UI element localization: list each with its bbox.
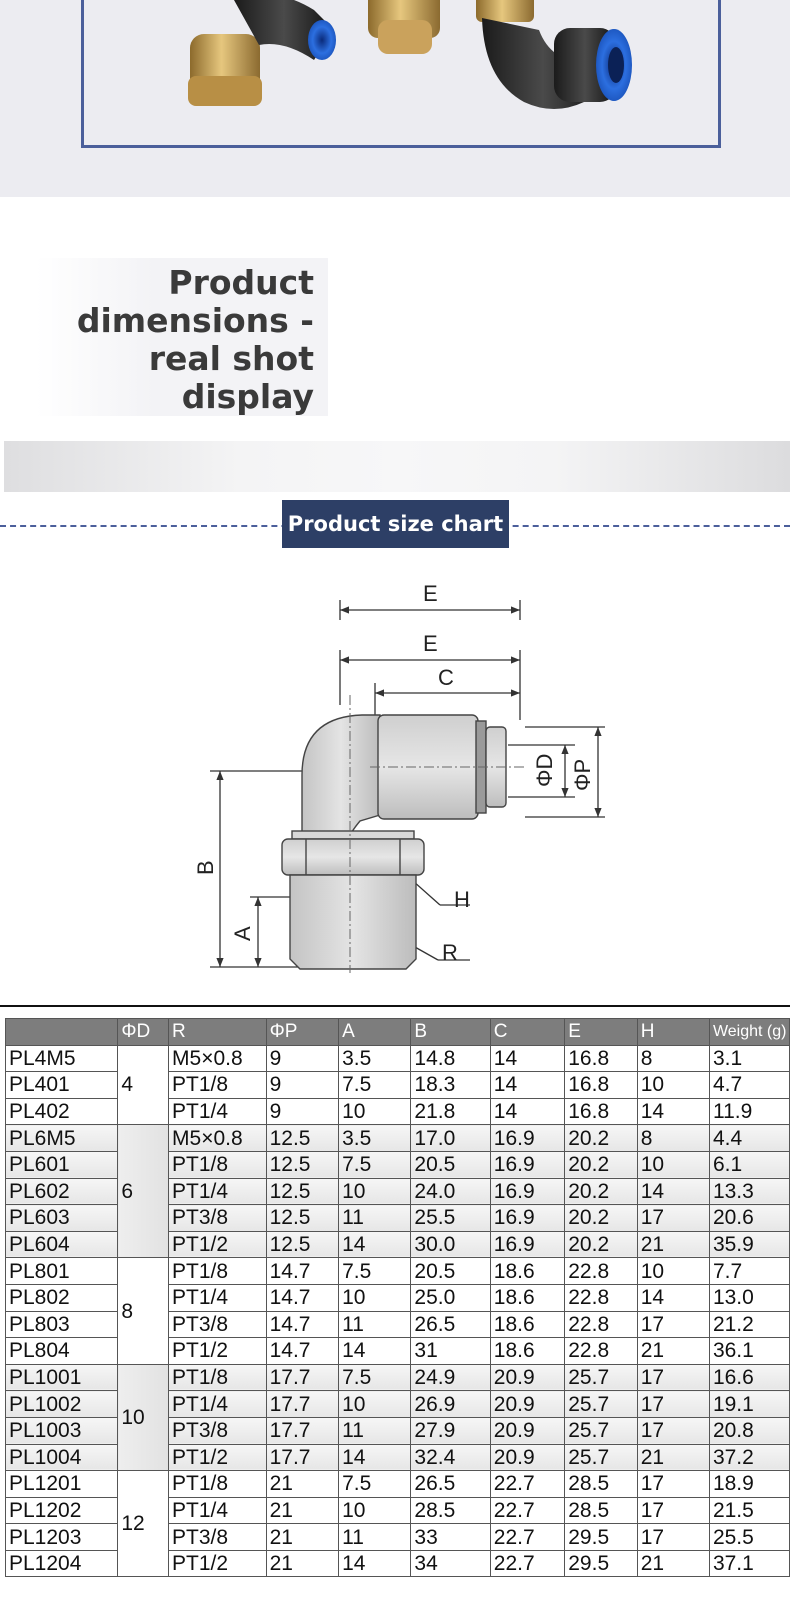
table-cell: 17 — [637, 1497, 709, 1524]
table-cell: 20.9 — [490, 1391, 564, 1418]
table-header-cell: H — [637, 1019, 709, 1046]
table-cell: 18.6 — [490, 1258, 564, 1285]
table-cell: PT1/8 — [169, 1258, 267, 1285]
table-cell: 24.0 — [411, 1178, 490, 1205]
table-cell: 9 — [266, 1045, 339, 1072]
table-cell: 19.1 — [709, 1391, 789, 1418]
table-cell: 25.5 — [709, 1524, 789, 1551]
table-cell: 16.8 — [565, 1098, 638, 1125]
model-cell: PL4M5 — [6, 1045, 118, 1072]
table-cell: 8 — [637, 1045, 709, 1072]
table-cell: 3.5 — [339, 1125, 411, 1152]
table-cell: 37.1 — [709, 1550, 789, 1577]
table-cell: 20.6 — [709, 1205, 789, 1232]
table-cell: 3.1 — [709, 1045, 789, 1072]
table-cell: 21 — [637, 1231, 709, 1258]
table-cell: 7.7 — [709, 1258, 789, 1285]
model-cell: PL1202 — [6, 1497, 118, 1524]
dimension-drawing — [180, 575, 620, 975]
table-cell: 10 — [339, 1178, 411, 1205]
table-cell: 13.3 — [709, 1178, 789, 1205]
table-header-cell: E — [565, 1019, 638, 1046]
table-cell: 11 — [339, 1205, 411, 1232]
table-cell: 34 — [411, 1550, 490, 1577]
table-cell: PT1/4 — [169, 1284, 267, 1311]
table-cell: 12.5 — [266, 1151, 339, 1178]
table-cell: 22.7 — [490, 1550, 564, 1577]
table-cell: 20.2 — [565, 1125, 638, 1152]
model-cell: PL802 — [6, 1284, 118, 1311]
table-header-cell: ΦP — [266, 1019, 339, 1046]
size-table — [5, 1018, 790, 1577]
model-cell: PL603 — [6, 1205, 118, 1232]
model-cell: PL1002 — [6, 1391, 118, 1418]
fitting-2 — [368, 0, 440, 54]
fittings-photo — [84, 0, 721, 148]
table-row — [6, 1045, 790, 1072]
table-cell: 8 — [637, 1125, 709, 1152]
table-cell: 16.9 — [490, 1151, 564, 1178]
table-cell: 20.9 — [490, 1364, 564, 1391]
model-cell: PL801 — [6, 1258, 118, 1285]
table-cell: PT1/8 — [169, 1471, 267, 1498]
table-cell: 21.2 — [709, 1311, 789, 1338]
table-cell: 17 — [637, 1524, 709, 1551]
table-cell: 20.2 — [565, 1205, 638, 1232]
table-cell: 10 — [637, 1258, 709, 1285]
table-header-cell: Weight (g) — [709, 1019, 789, 1046]
table-cell: 17 — [637, 1205, 709, 1232]
table-cell: PT1/8 — [169, 1151, 267, 1178]
table-cell: 16.9 — [490, 1125, 564, 1152]
model-cell: PL604 — [6, 1231, 118, 1258]
table-cell: 33 — [411, 1524, 490, 1551]
table-cell: 10 — [339, 1098, 411, 1125]
table-cell: 21 — [637, 1550, 709, 1577]
model-cell: PL602 — [6, 1178, 118, 1205]
table-cell: 3.5 — [339, 1045, 411, 1072]
table-cell: 4.4 — [709, 1125, 789, 1152]
table-header-cell: R — [169, 1019, 267, 1046]
label-a: A — [230, 926, 255, 941]
table-cell: 18.6 — [490, 1338, 564, 1365]
table-cell: 12.5 — [266, 1178, 339, 1205]
table-cell: 20.9 — [490, 1444, 564, 1471]
table-cell: 7.5 — [339, 1072, 411, 1099]
table-cell: 13.0 — [709, 1284, 789, 1311]
table-cell: 14.7 — [266, 1284, 339, 1311]
table-cell: 22.8 — [565, 1284, 638, 1311]
table-cell: 36.1 — [709, 1338, 789, 1365]
table-cell: 16.9 — [490, 1205, 564, 1232]
table-cell: 14 — [637, 1098, 709, 1125]
section-heading: Product dimensions - real shot display — [76, 263, 314, 416]
section-heading-box — [36, 258, 328, 416]
table-cell: 26.9 — [411, 1391, 490, 1418]
table-cell: 21 — [637, 1338, 709, 1365]
table-cell: 14.7 — [266, 1258, 339, 1285]
table-cell: 7.5 — [339, 1471, 411, 1498]
table-cell: 9 — [266, 1072, 339, 1099]
table-cell: 10 — [339, 1391, 411, 1418]
table-cell: 25.5 — [411, 1205, 490, 1232]
table-cell: 25.7 — [565, 1391, 638, 1418]
table-cell: 16.9 — [490, 1231, 564, 1258]
diameter-cell: 4 — [118, 1045, 169, 1125]
table-cell: 11 — [339, 1311, 411, 1338]
table-cell: 16.6 — [709, 1364, 789, 1391]
table-cell: 17.7 — [266, 1444, 339, 1471]
table-cell: PT3/8 — [169, 1205, 267, 1232]
table-cell: PT1/4 — [169, 1098, 267, 1125]
table-cell: 11 — [339, 1417, 411, 1444]
table-cell: 17.0 — [411, 1125, 490, 1152]
table-cell: 18.6 — [490, 1311, 564, 1338]
table-cell: 32.4 — [411, 1444, 490, 1471]
table-cell: 28.5 — [565, 1497, 638, 1524]
table-cell: 20.8 — [709, 1417, 789, 1444]
fitting-3 — [476, 0, 632, 109]
table-cell: 14.8 — [411, 1045, 490, 1072]
table-cell: 22.7 — [490, 1471, 564, 1498]
table-cell: 11 — [339, 1524, 411, 1551]
model-cell: PL601 — [6, 1151, 118, 1178]
table-cell: 17 — [637, 1311, 709, 1338]
table-cell: 37.2 — [709, 1444, 789, 1471]
table-cell: 17 — [637, 1364, 709, 1391]
fitting-1 — [188, 0, 336, 106]
table-cell: 12.5 — [266, 1205, 339, 1232]
table-cell: 14 — [339, 1338, 411, 1365]
table-top-rule — [0, 1005, 790, 1007]
table-cell: PT1/2 — [169, 1338, 267, 1365]
table-cell: 17 — [637, 1471, 709, 1498]
model-cell: PL1203 — [6, 1524, 118, 1551]
table-cell: 18.9 — [709, 1471, 789, 1498]
model-cell: PL1001 — [6, 1364, 118, 1391]
label-h: H — [454, 887, 470, 912]
table-cell: 14.7 — [266, 1338, 339, 1365]
table-cell: 20.9 — [490, 1417, 564, 1444]
table-cell: 9 — [266, 1098, 339, 1125]
label-e-top: E — [423, 581, 438, 606]
table-cell: 28.5 — [565, 1471, 638, 1498]
table-cell: PT1/8 — [169, 1072, 267, 1099]
table-header-cell: A — [339, 1019, 411, 1046]
model-cell: PL804 — [6, 1338, 118, 1365]
table-cell: 14 — [637, 1284, 709, 1311]
model-cell: PL401 — [6, 1072, 118, 1099]
table-cell: 14.7 — [266, 1311, 339, 1338]
table-cell: 11.9 — [709, 1098, 789, 1125]
product-photo-frame — [81, 0, 721, 148]
product-photo-band — [0, 0, 790, 197]
table-cell: 20.5 — [411, 1151, 490, 1178]
table-cell: 21 — [637, 1444, 709, 1471]
table-cell: PT1/2 — [169, 1444, 267, 1471]
fitting-outline — [282, 715, 506, 969]
table-cell: 12.5 — [266, 1125, 339, 1152]
table-cell: 10 — [637, 1151, 709, 1178]
table-cell: 18.6 — [490, 1284, 564, 1311]
table-cell: 4.7 — [709, 1072, 789, 1099]
table-cell: 35.9 — [709, 1231, 789, 1258]
table-cell: 22.8 — [565, 1311, 638, 1338]
diameter-cell: 8 — [118, 1258, 169, 1364]
table-cell: PT3/8 — [169, 1417, 267, 1444]
label-d: ΦD — [532, 753, 557, 787]
table-cell: 22.8 — [565, 1338, 638, 1365]
table-cell: PT1/2 — [169, 1550, 267, 1577]
table-cell: 7.5 — [339, 1364, 411, 1391]
table-cell: 31 — [411, 1338, 490, 1365]
table-cell: 26.5 — [411, 1311, 490, 1338]
table-cell: 21 — [266, 1497, 339, 1524]
table-cell: 14 — [490, 1072, 564, 1099]
table-cell: 22.8 — [565, 1258, 638, 1285]
table-body — [6, 1045, 790, 1577]
table-header-cell — [6, 1019, 118, 1046]
diameter-cell: 10 — [118, 1364, 169, 1470]
table-cell: 26.5 — [411, 1471, 490, 1498]
table-cell: 22.7 — [490, 1524, 564, 1551]
table-cell: 20.2 — [565, 1151, 638, 1178]
label-r: R — [442, 940, 458, 965]
label-b: B — [193, 860, 218, 875]
table-cell: 16.8 — [565, 1072, 638, 1099]
table-cell: M5×0.8 — [169, 1125, 267, 1152]
table-cell: PT1/4 — [169, 1391, 267, 1418]
table-cell: 25.7 — [565, 1364, 638, 1391]
label-p: ΦP — [570, 758, 595, 791]
table-cell: 21.8 — [411, 1098, 490, 1125]
table-cell: 16.8 — [565, 1045, 638, 1072]
model-cell: PL402 — [6, 1098, 118, 1125]
table-cell: 14 — [339, 1550, 411, 1577]
table-cell: 29.5 — [565, 1524, 638, 1551]
table-cell: PT1/2 — [169, 1231, 267, 1258]
table-cell: 10 — [339, 1284, 411, 1311]
model-cell: PL1003 — [6, 1417, 118, 1444]
table-cell: PT1/8 — [169, 1364, 267, 1391]
divider-bar — [4, 441, 790, 492]
table-cell: 22.7 — [490, 1497, 564, 1524]
table-row — [6, 1258, 790, 1285]
table-cell: PT3/8 — [169, 1524, 267, 1551]
table-header-cell: B — [411, 1019, 490, 1046]
table-cell: 7.5 — [339, 1258, 411, 1285]
table-cell: 20.2 — [565, 1178, 638, 1205]
size-chart-badge: Product size chart — [282, 500, 509, 548]
table-cell: 17.7 — [266, 1391, 339, 1418]
table-row — [6, 1364, 790, 1391]
table-cell: M5×0.8 — [169, 1045, 267, 1072]
table-cell: 20.5 — [411, 1258, 490, 1285]
table-cell: 25.7 — [565, 1417, 638, 1444]
model-cell: PL1201 — [6, 1471, 118, 1498]
table-cell: 21 — [266, 1471, 339, 1498]
table-cell: 14 — [339, 1444, 411, 1471]
model-cell: PL803 — [6, 1311, 118, 1338]
table-header-cell: ΦD — [118, 1019, 169, 1046]
table-cell: PT1/4 — [169, 1178, 267, 1205]
table-cell: 17.7 — [266, 1417, 339, 1444]
table-row — [6, 1125, 790, 1152]
table-cell: 30.0 — [411, 1231, 490, 1258]
table-cell: 14 — [339, 1231, 411, 1258]
table-cell: 7.5 — [339, 1151, 411, 1178]
table-cell: 21 — [266, 1550, 339, 1577]
table-cell: 20.2 — [565, 1231, 638, 1258]
diameter-cell: 12 — [118, 1471, 169, 1577]
table-cell: 6.1 — [709, 1151, 789, 1178]
model-cell: PL1004 — [6, 1444, 118, 1471]
table-cell: 17 — [637, 1417, 709, 1444]
table-cell: 10 — [637, 1072, 709, 1099]
table-header-cell: C — [490, 1019, 564, 1046]
table-cell: 25.7 — [565, 1444, 638, 1471]
table-cell: 21.5 — [709, 1497, 789, 1524]
table-cell: 12.5 — [266, 1231, 339, 1258]
table-cell: 14 — [490, 1098, 564, 1125]
table-cell: 14 — [637, 1178, 709, 1205]
label-e: E — [423, 631, 438, 656]
table-cell: 17 — [637, 1391, 709, 1418]
table-row — [6, 1471, 790, 1498]
table-cell: 21 — [266, 1524, 339, 1551]
model-cell: PL6M5 — [6, 1125, 118, 1152]
table-cell: 28.5 — [411, 1497, 490, 1524]
table-cell: 14 — [490, 1045, 564, 1072]
model-cell: PL1204 — [6, 1550, 118, 1577]
table-cell: 25.0 — [411, 1284, 490, 1311]
table-cell: 27.9 — [411, 1417, 490, 1444]
label-c: C — [438, 665, 454, 690]
diameter-cell: 6 — [118, 1125, 169, 1258]
table-cell: 24.9 — [411, 1364, 490, 1391]
table-cell: 16.9 — [490, 1178, 564, 1205]
table-cell: PT1/4 — [169, 1497, 267, 1524]
table-cell: 29.5 — [565, 1550, 638, 1577]
table-cell: 18.3 — [411, 1072, 490, 1099]
table-header-row — [6, 1019, 790, 1046]
table-cell: 10 — [339, 1497, 411, 1524]
table-cell: PT3/8 — [169, 1311, 267, 1338]
table-cell: 17.7 — [266, 1364, 339, 1391]
